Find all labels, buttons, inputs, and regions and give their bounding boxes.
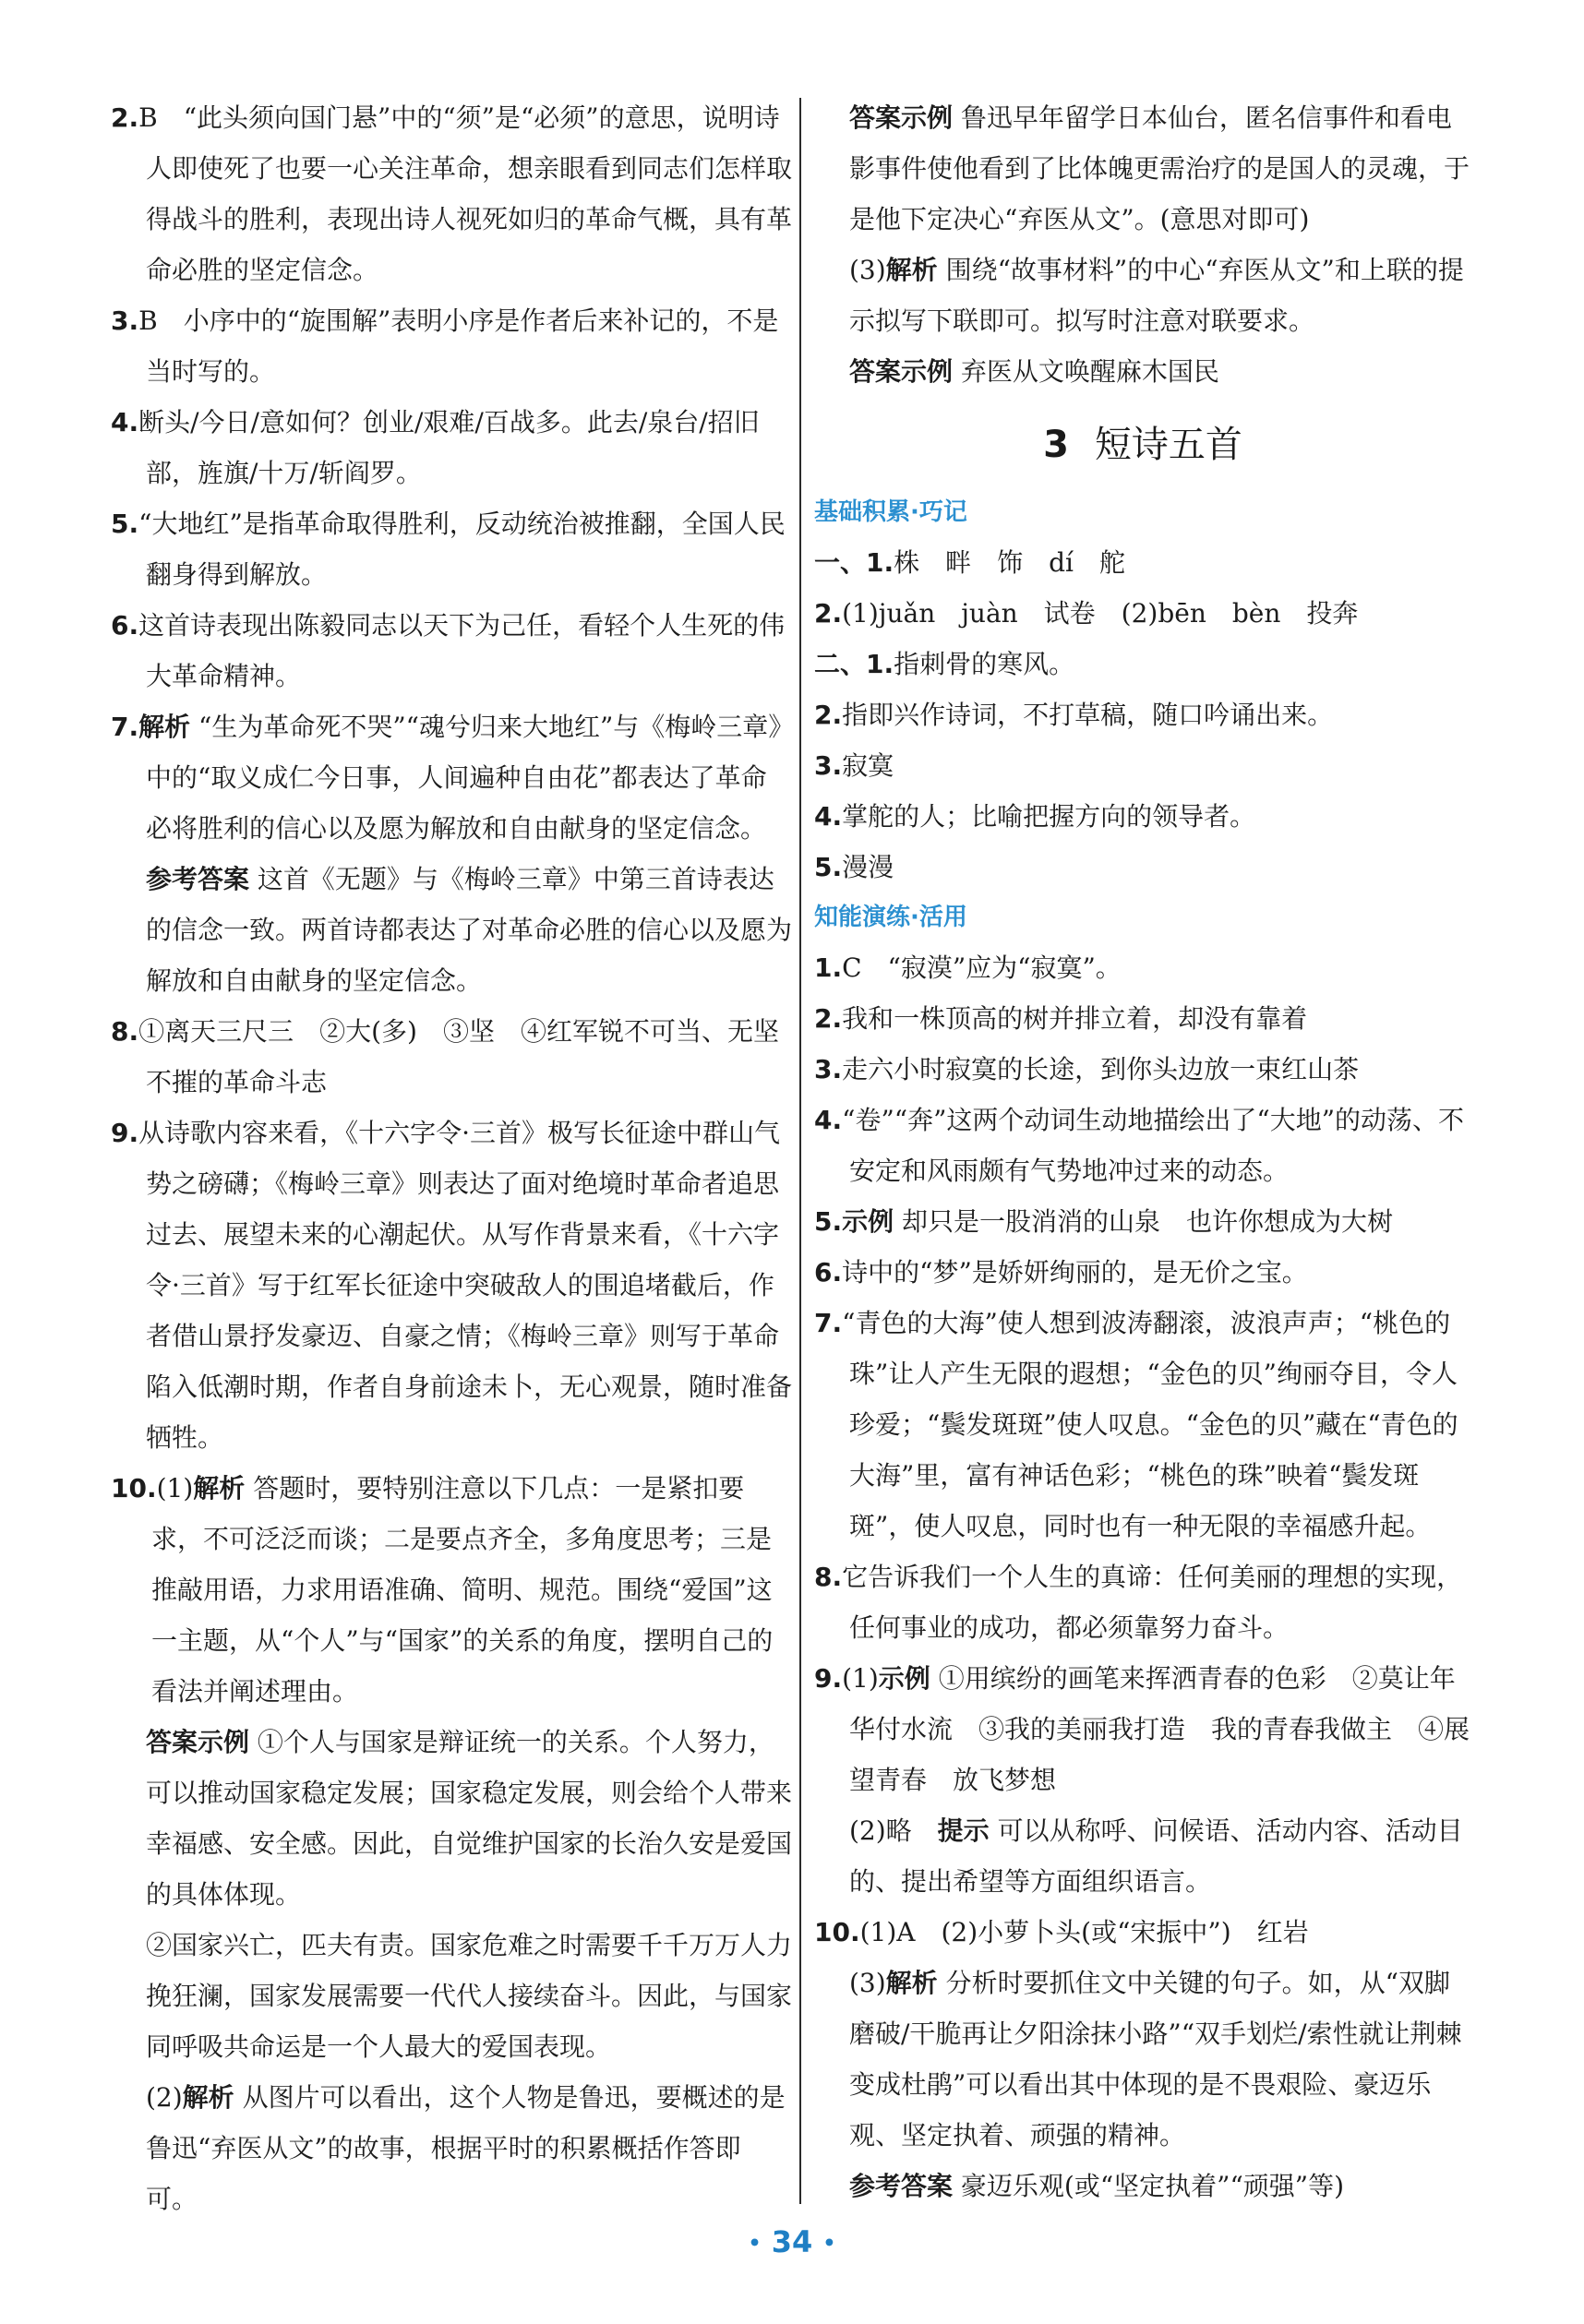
item-number: 5. (814, 1206, 843, 1237)
answer-item (814, 1805, 1471, 1907)
item-text: 豪迈乐观(或“坚定执着”“顽强”等) (960, 2171, 1345, 2201)
answer-item (814, 1044, 1471, 1095)
item-number: 8. (814, 1562, 843, 1592)
item-text: C “寂漠”应为“寂寞”。 (842, 952, 1122, 983)
answer-item (111, 701, 792, 854)
item-number: 3. (111, 305, 139, 336)
item-number: 6. (814, 1257, 843, 1288)
item-text: 鲁迅早年留学日本仙台，匿名信事件和看电影事件使他看到了比体魄更需治疗的是国人的灵魂，于是他下定决心“弃医从文”。(意思对即可) (849, 102, 1470, 234)
answer-item (111, 1920, 792, 2072)
answer-item (814, 791, 1471, 842)
item-prefix: (1) (156, 1473, 194, 1503)
item-text: 从图片可以看出，这个人物是鲁迅，要概述的是鲁迅“弃医从文”的故事，根据平时的积累概括作答即可。 (146, 2082, 786, 2214)
answer-item (814, 1907, 1471, 1958)
item-prefix: (2) (146, 2082, 183, 2113)
item-label: 解析 (885, 1968, 938, 1998)
item-label: 示例 (878, 1663, 930, 1694)
answer-item (111, 1006, 792, 1108)
column-divider (799, 98, 801, 2204)
item-text: (1)juǎn juàn 试卷 (2)bēn bèn 投奔 (842, 598, 1359, 629)
subheading-basic: 基础积累·巧记 (814, 498, 967, 526)
item-text: B 小序中的“旋围解”表明小序是作者后来补记的，不是当时写的。 (138, 305, 779, 387)
item-label: 提示 (937, 1815, 990, 1846)
item-label: 解析 (193, 1473, 246, 1503)
item-number: 2. (814, 1003, 843, 1034)
item-text: 株 畔 饰 dí 舵 (894, 547, 1126, 578)
answer-item (814, 842, 1471, 892)
item-number: 5. (814, 852, 843, 882)
item-label: 答案示例 (849, 102, 954, 133)
answer-item (814, 1958, 1471, 2161)
item-label: 参考答案 (146, 864, 250, 894)
item-number: 2. (814, 700, 843, 730)
item-text: 走六小时寂寞的长途，到你头边放一束红山茶 (842, 1054, 1360, 1084)
page-number: • 34 • (748, 2224, 836, 2259)
answer-item (111, 498, 792, 600)
item-prefix: (2)略 (849, 1815, 938, 1846)
item-label: 答案示例 (146, 1727, 250, 1757)
answer-item (111, 600, 792, 701)
item-prefix: (1) (842, 1663, 879, 1694)
item-number: 5. (111, 509, 139, 539)
answer-item (814, 588, 1471, 639)
item-text: 掌舵的人；比喻把握方向的领导者。 (842, 801, 1256, 832)
answer-item (814, 740, 1471, 791)
item-text: 它告诉我们一个人生的真谛：任何美丽的理想的实现，任何事业的成功，都必须靠努力奋斗。 (842, 1562, 1463, 1643)
item-text: 弃医从文唤醒麻木国民 (960, 356, 1219, 387)
item-number: 3. (814, 750, 843, 781)
item-text: 却只是一股消消的山泉 也许你想成为大树 (902, 1206, 1394, 1237)
answer-item (814, 1247, 1471, 1298)
answer-item (814, 1653, 1471, 1805)
item-text: 可以从称呼、问候语、活动内容、活动目的、提出希望等方面组织语言。 (849, 1815, 1463, 1897)
item-number: 6. (111, 610, 139, 641)
answer-item (111, 1463, 792, 1717)
answer-item (814, 639, 1471, 689)
answer-item (814, 1095, 1471, 1196)
item-label: 参考答案 (849, 2171, 954, 2201)
item-number: 二、1. (814, 649, 894, 679)
answer-item (814, 1196, 1471, 1247)
item-number: 3. (814, 1054, 843, 1084)
item-number: 2. (814, 598, 843, 629)
item-label: 答案示例 (849, 356, 954, 387)
item-text: “生为革命死不哭”“魂兮归来大地红”与《梅岭三章》中的“取义成仁今日事，人间遍种自由花”都表达了革命必将胜利的信心以及愿为解放和自由献身的坚定信念。 (146, 712, 782, 844)
item-text: 我和一株顶高的树并排立着，却没有靠着 (842, 1003, 1308, 1034)
item-label: 示例 (842, 1206, 894, 1237)
answer-item (814, 245, 1471, 346)
answer-item (111, 92, 792, 295)
item-number: 8. (111, 1016, 139, 1047)
answer-item (814, 346, 1471, 397)
item-text: 断头/今日/意如何？创业/艰难/百战多。此去/泉台/招旧部，旌旗/十万/斩阎罗。 (138, 407, 760, 488)
item-prefix: (3) (849, 255, 886, 285)
answer-item (814, 1551, 1471, 1653)
right-column (814, 92, 1471, 2211)
answer-item (111, 854, 792, 1006)
item-text: 指刺骨的寒风。 (894, 649, 1075, 679)
section-title-text: 短诗五首 (1094, 424, 1242, 466)
subheading-practice: 知能演练·活用 (814, 904, 967, 931)
item-text: 这首《无题》与《梅岭三章》中第三首诗表达的信念一致。两首诗都表达了对革命必胜的信心以及愿为解放和自由献身的坚定信念。 (146, 864, 793, 996)
section-number: 3 (1043, 424, 1069, 466)
page-number-value: 34 (771, 2224, 813, 2259)
item-label: 解析 (182, 2082, 234, 2113)
answer-item (814, 689, 1471, 740)
item-number: 7. (111, 712, 139, 742)
item-number: 7. (814, 1308, 843, 1338)
item-number: 9. (111, 1118, 139, 1148)
item-text: 答题时，要特别注意以下几点：一是紧扣要求，不可泛泛而谈；二是要点齐全，多角度思考；三是推敲用语，力求用语准确、简明、规范。围绕“爱国”这一主题，从“个人”与“国家”的关系的角度，摆明自己的看法并阐述理由。 (151, 1473, 774, 1707)
section-title (814, 408, 1471, 482)
item-number: 10. (111, 1473, 157, 1503)
item-text: 漫漫 (842, 852, 894, 882)
answer-item (814, 1298, 1471, 1551)
answer-item (111, 2072, 792, 2224)
item-number: 10. (814, 1917, 860, 1947)
item-text: 从诗歌内容来看，《十六字令·三首》极写长征途中群山气势之磅礴；《梅岭三章》则表达了面对绝境时革命者追思过去、展望未来的心潮起伏。从写作背景来看，《十六字令·三首》写于红军长征途中突破敌人的围追堵截后，作者借山景抒发豪迈、自豪之情；《梅岭三章》则写于革命陷入低潮时期，作者自身前途未卜，无心观景，随时准备牺牲。 (138, 1118, 793, 1453)
answer-item (111, 295, 792, 397)
item-number: 9. (814, 1663, 843, 1694)
item-text: 指即兴作诗词，不打草稿，随口吟诵出来。 (842, 700, 1334, 730)
item-number: 4. (814, 801, 843, 832)
answer-item (814, 2161, 1471, 2211)
answer-item (814, 942, 1471, 993)
item-text: ①离天三尺三 ②大(多) ③坚 ④红军锐不可当、无坚不摧的革命斗志 (138, 1016, 779, 1097)
item-label: 解析 (138, 712, 191, 742)
item-text: “卷”“奔”这两个动词生动地描绘出了“大地”的动荡、不安定和风雨颇有气势地冲过来的动态。 (842, 1105, 1465, 1186)
item-number: 2. (111, 102, 139, 133)
item-text: 寂寞 (842, 750, 894, 781)
item-number: 4. (814, 1105, 843, 1135)
item-label: 解析 (885, 255, 938, 285)
left-column (111, 92, 792, 2224)
item-number: 一、1. (814, 547, 894, 578)
item-text: 围绕“故事材料”的中心“弃医从文”和上联的提示拟写下联即可。拟写时注意对联要求。 (849, 255, 1464, 336)
item-text: B “此头须向国门悬”中的“须”是“必须”的意思，说明诗人即使死了也要一心关注革命，想亲眼看到同志们怎样取得战斗的胜利，表现出诗人视死如归的革命气概，具有革命必胜的坚定信念。 (138, 102, 793, 285)
item-text: (1)A (2)小萝卜头(或“宋振中”) 红岩 (859, 1917, 1309, 1947)
item-prefix: (3) (849, 1968, 886, 1998)
item-number: 1. (814, 952, 843, 983)
answer-item (814, 537, 1471, 588)
answer-item (111, 1108, 792, 1463)
item-text: “青色的大海”使人想到波涛翻滚，波浪声声；“桃色的珠”让人产生无限的遐想；“金色的贝”绚丽夺目，令人珍爱；“鬓发斑斑”使人叹息。“金色的贝”藏在“青色的大海”里，富有神话色彩；“桃色的珠”映着“鬓发斑斑”，使人叹息，同时也有一种无限的幸福感升起。 (842, 1308, 1458, 1541)
item-text: 分析时要抓住文中关键的句子。如，从“双脚磨破/干脆再让夕阳涂抹小路”“双手划烂/索性就让荆棘变成杜鹃”可以看出其中体现的是不畏艰险、豪迈乐观、坚定执着、顽强的精神。 (849, 1968, 1462, 2150)
item-text: 这首诗表现出陈毅同志以天下为己任，看轻个人生死的伟大革命精神。 (138, 610, 786, 691)
answer-item (111, 397, 792, 498)
answer-item (814, 993, 1471, 1044)
answer-item (814, 92, 1471, 245)
item-number: 4. (111, 407, 139, 437)
item-text: “大地红”是指革命取得胜利，反动统治被推翻，全国人民翻身得到解放。 (138, 509, 786, 590)
item-text: ①个人与国家是辩证统一的关系。个人努力，可以推动国家稳定发展；国家稳定发展，则会给个人带来幸福感、安全感。因此，自觉维护国家的长治久安是爱国的具体体现。 (146, 1727, 793, 1910)
item-text: 诗中的“梦”是娇妍绚丽的，是无价之宝。 (842, 1257, 1308, 1288)
answer-item (111, 1717, 792, 1920)
item-text: ①用缤纷的画笔来挥洒青春的色彩 ②莫让年华付水流 ③我的美丽我打造 我的青春我做主 ④展望青春 放飞梦想 (849, 1663, 1470, 1795)
item-text: ②国家兴亡，匹夫有责。国家危难之时需要千千万万人力挽狂澜，国家发展需要一代代人接续奋斗。因此，与国家同呼吸共命运是一个人最大的爱国表现。 (146, 1930, 793, 2062)
